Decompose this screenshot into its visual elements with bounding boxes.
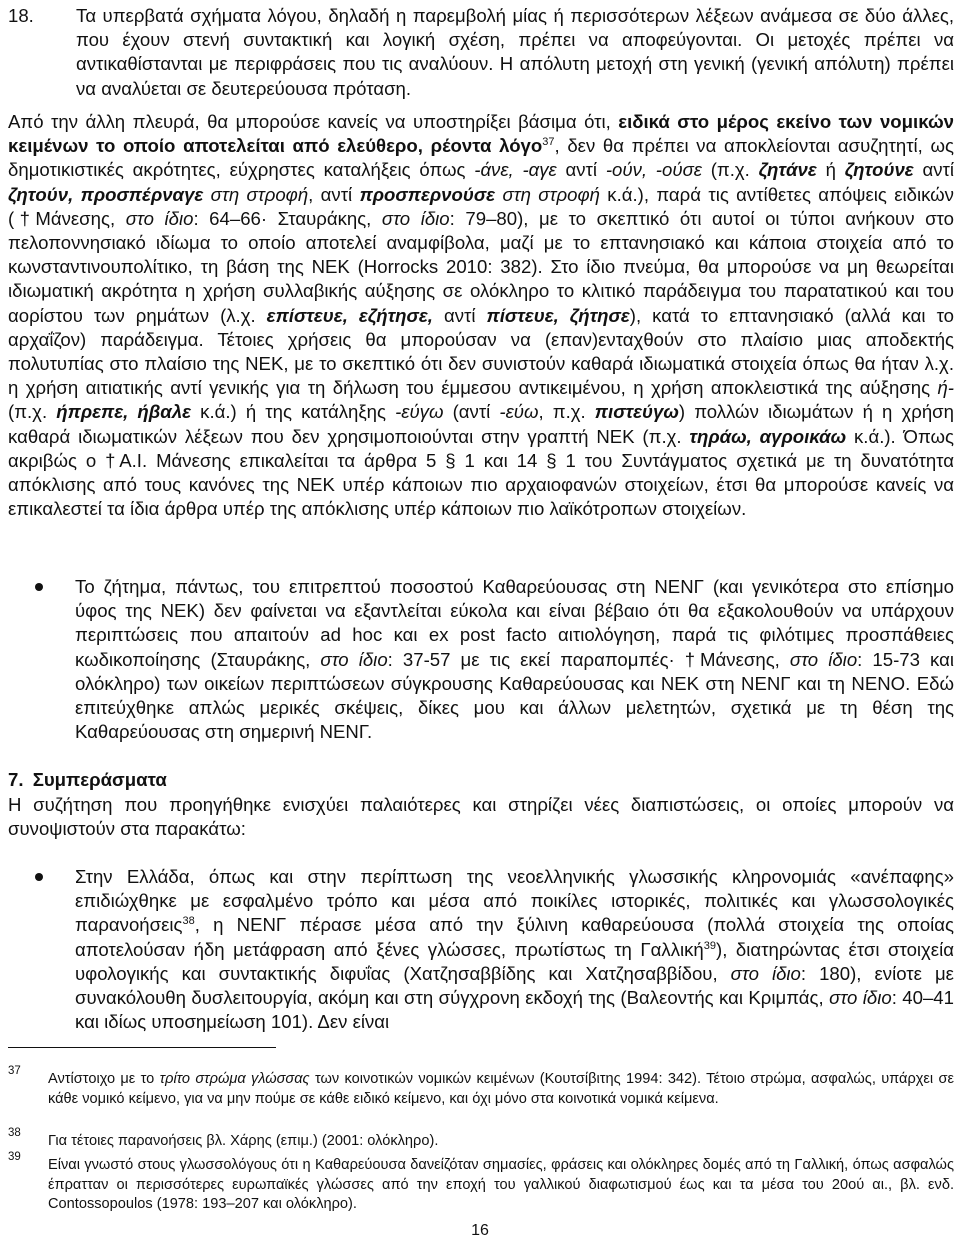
item-18-number: 18. xyxy=(8,5,34,26)
footnote-number: 37 xyxy=(8,1065,21,1077)
page-number: 16 xyxy=(471,1222,489,1239)
footnote-ref-37: 37 xyxy=(542,136,555,149)
footnote-ref-39: 39 xyxy=(703,939,717,952)
section-title: Συμπεράσματα xyxy=(32,769,167,790)
footnote-number: 38 xyxy=(8,1127,21,1139)
body-paragraph: Από την άλλη πλευρά, θα μπορούσε κανείς να υποστηρίξει βάσιμα ότι, ειδικά στο μέρος εκείνο των νομικών κειμένων το οποίο αποτελείται από ελεύθερο, ρέοντα λόγο$^{37}$, δεν θα πρέπει να αποκλείονται ασυζητητί, ως δημοτικιστικές ακρότητες, εύχρηστες καταλήξεις όπως -άνε, -αγε αντί -ούν, -ούσε (π.χ. ζητάνε ή ζητούνε αντί ζητούν, προσπέρναγε στη στροφή, αντί προσπερνούσε στη στροφή κ.ά.), παρά τις αντίθετες απόψεις ειδικών (†Μάνεσης, στο ίδιο: 64–66· Σταυράκης, στο ίδιο: 79–80), με το σκεπτικό ότι αυτοί οι τύποι ανήκουν στο πελοποννησιακό ιδίωμα το οποίο αποτελεί αναμφίβολα, μαζί με το επτανησιακό και κάποια στοιχεία από το κωνσταντινουπολίτικο, τη βάση της ΝΕΚ (Horrocks 2010: 382). Στο ίδιο πνεύμα, θα μπορούσε να μη θεωρείται ιδιωματική ακρότητα η χρήση συλλαβικής αύξησης σε ολόκληρο το κλιτικό παράδειγμα του παρατατικού και του αορίστου των ρημάτων (λ.χ. επίστευε, εζήτησε, αντί πίστευε, ζήτησε), κατά το επτανησιακό (αλλά και το αρχαΐζον) παράδειγμα. Τέτοιες χρήσεις θα μπορούσαν να (επαν)ενταχθούν στο πλαίσιο μιας αποδεκτής πολυτυπίας στο πλαίσιο της ΝΕΚ, με το σκεπτικό ότι δεν συνιστούν καθαρά ιδιωματικά στοιχεία όπως θα ήταν λ.χ. η χρήση αιτιατικής αντί γενικής για τη δήλωση του έμμεσου αντικειμένου, η χρήση αποκλειστικά της αύξησης ή- (π.χ. ήπρεπε, ήβαλε κ.ά.) ή της κατάληξης -εύγω (αντί -εύω, π.χ. πιστεύγω) πολλών ιδιωμάτων ή η χρήση καθαρά ιδιωματικών λέξεων που δεν χρησιμοποιούνται στην γραπτή ΝΕΚ (π.χ. τηράω, αγροικάω κ.ά.). Όπως ακριβώς ο †Α.Ι. Μάνεσης επικαλείται τα άρθρα 5 § 1 και 14 § 1 του Συντάγματος σχετικά με τη δυνατότητα απόκλισης από τους κανόνες της ΝΕΚ υπέρ κάποιων πιο αρχαιοφανών στοιχείων, έτσι θα μπορούσε κανείς να επικαλεστεί τα ίδια άρθρα υπέρ της απόκλισης υπέρ κάποιων πιο λαϊκότροπων στοιχείων. xyxy=(8,111,955,520)
section-number: 7. xyxy=(8,769,24,790)
item-18-text: Τα υπερβατά σχήματα λόγου, δηλαδή η παρεμβολή μίας ή περισσότερων λέξεων ανάμεσα σε δύο άλλες, που έχουν στενή συντακτική και λογική σχέση, πρέπει να αποφεύγονται. Οι μετοχές πρέπει να αντικαθίστανται με περιφράσεις που τις αναλύουν. Η απόλυτη μετοχή στη γενική (γενική απόλυτη) πρέπει να αναλύεται σε δευτερεύουσα πρόταση. xyxy=(76,5,954,99)
list-item-18 xyxy=(8,4,954,101)
footnote-text: Αντίστοιχο με το τρίτο στρώμα γλώσσας των κοινοτικών νομικών κειμένων (Κουτσίβιτης 1994: 342). Τέτοιο στρώμα, ασφαλώς, υπάρχει σε κάθε νομικό κείμενο, για να μην πούμε σε κάθε ειδικό κείμενο, και όχι μόνο στα κοινοτικά νομικά κείμενα. xyxy=(48,1071,955,1107)
footnote-number: 39 xyxy=(8,1151,21,1163)
bullet-icon xyxy=(35,583,43,591)
bullet-item-2: Στην Ελλάδα, όπως και στην περίπτωση της νεοελληνικής γλωσσικής κληρονομιάς «ανέπαφης» επιδιώχθηκε με εσφαλμένο τρόπο και μέσα από ποικίλες ιστορικές, πολιτικές και γλωσσολογικές παρανοήσεις$^{38}$, η ΝΕΝΓ πέρασε μέσα από την ξύλινη καθαρεύουσα (πολλά στοιχεία της οποίας αποτελούσαν ήδη μετάφραση από ξένες γλώσσες, πρωτίστως τη Γαλλική$^{39}$), διατηρώντας έτσι στοιχεία υφολογικής και συντακτικής διφυΐας (Χατζησαββίδης και Χατζησαββίδου, στο ίδιο: 180), ενίοτε με συνακόλουθη δυσλειτουργία, ακόμη και στη σύγχρονη εκδοχή της (Βαλεοντής και Κριμπάς, στο ίδιο: 40–41 και ιδίως υποσημείωση 101). Δεν είναι xyxy=(75,866,954,1033)
bullet-icon xyxy=(35,873,43,881)
footnote-text: Είναι γνωστό στους γλωσσολόγους ότι η Καθαρεύουσα δανείζόταν σημασίες, φράσεις και ολόκληρες δομές από τη Γαλλική, όπως ασφαλώς έπρατταν οι περισσότερες ευρωπαϊκές γλώσσες από την εποχή του γαλλικού διαφωτισμού έως και τα μέσα του 20ού αι., βλ. ενδ. Contossopoulos (1978: 193–207 και ολόκληρο). xyxy=(48,1157,954,1212)
footnote-ref-38: 38 xyxy=(182,915,195,928)
footnote-text: Για τέτοιες παρανοήσεις βλ. Χάρης (επιμ.) (2001: ολόκληρο). xyxy=(48,1133,439,1149)
footnote-separator xyxy=(8,1047,276,1048)
section-intro: Η συζήτηση που προηγήθηκε ενισχύει παλαιότερες και στηρίζει νέες διαπιστώσεις, οι οποίες μπορούν να συνοψιστούν στα παρακάτω: xyxy=(8,794,954,840)
section-heading xyxy=(8,769,167,791)
bullet-item-1: Το ζήτημα, πάντως, του επιτρεπτού ποσοστού Καθαρεύουσας στη ΝΕΝΓ (και γενικότερα στο επίσημο ύφος της ΝΕΚ) δεν φαίνεται να εξαντλείται εύκολα και είναι βέβαιο ότι θα εξακολουθούν να υπάρχουν περιπτώσεις που απαιτούν ad hoc και ex post facto αιτιολόγηση, παρά τις φιλότιμες προσπάθειες κωδικοποίησης (Σταυράκης, στο ίδιο: 37-57 με τις εκεί παραπομπές· †Μάνεσης, στο ίδιο: 15-73 και ολόκληρο) των οικείων περιπτώσεων σύγκρουσης Καθαρεύουσας και ΝΕΚ στη ΝΕΝΓ και τη ΝΕΝΟ. Εδώ επιτεύχθηκε απλώς μερικές σκέψεις, δίκες μου και άλλων μελετητών, σχετικά με τη θέση της Καθαρεύουσας στη σημερινή ΝΕΝΓ. xyxy=(75,576,954,743)
